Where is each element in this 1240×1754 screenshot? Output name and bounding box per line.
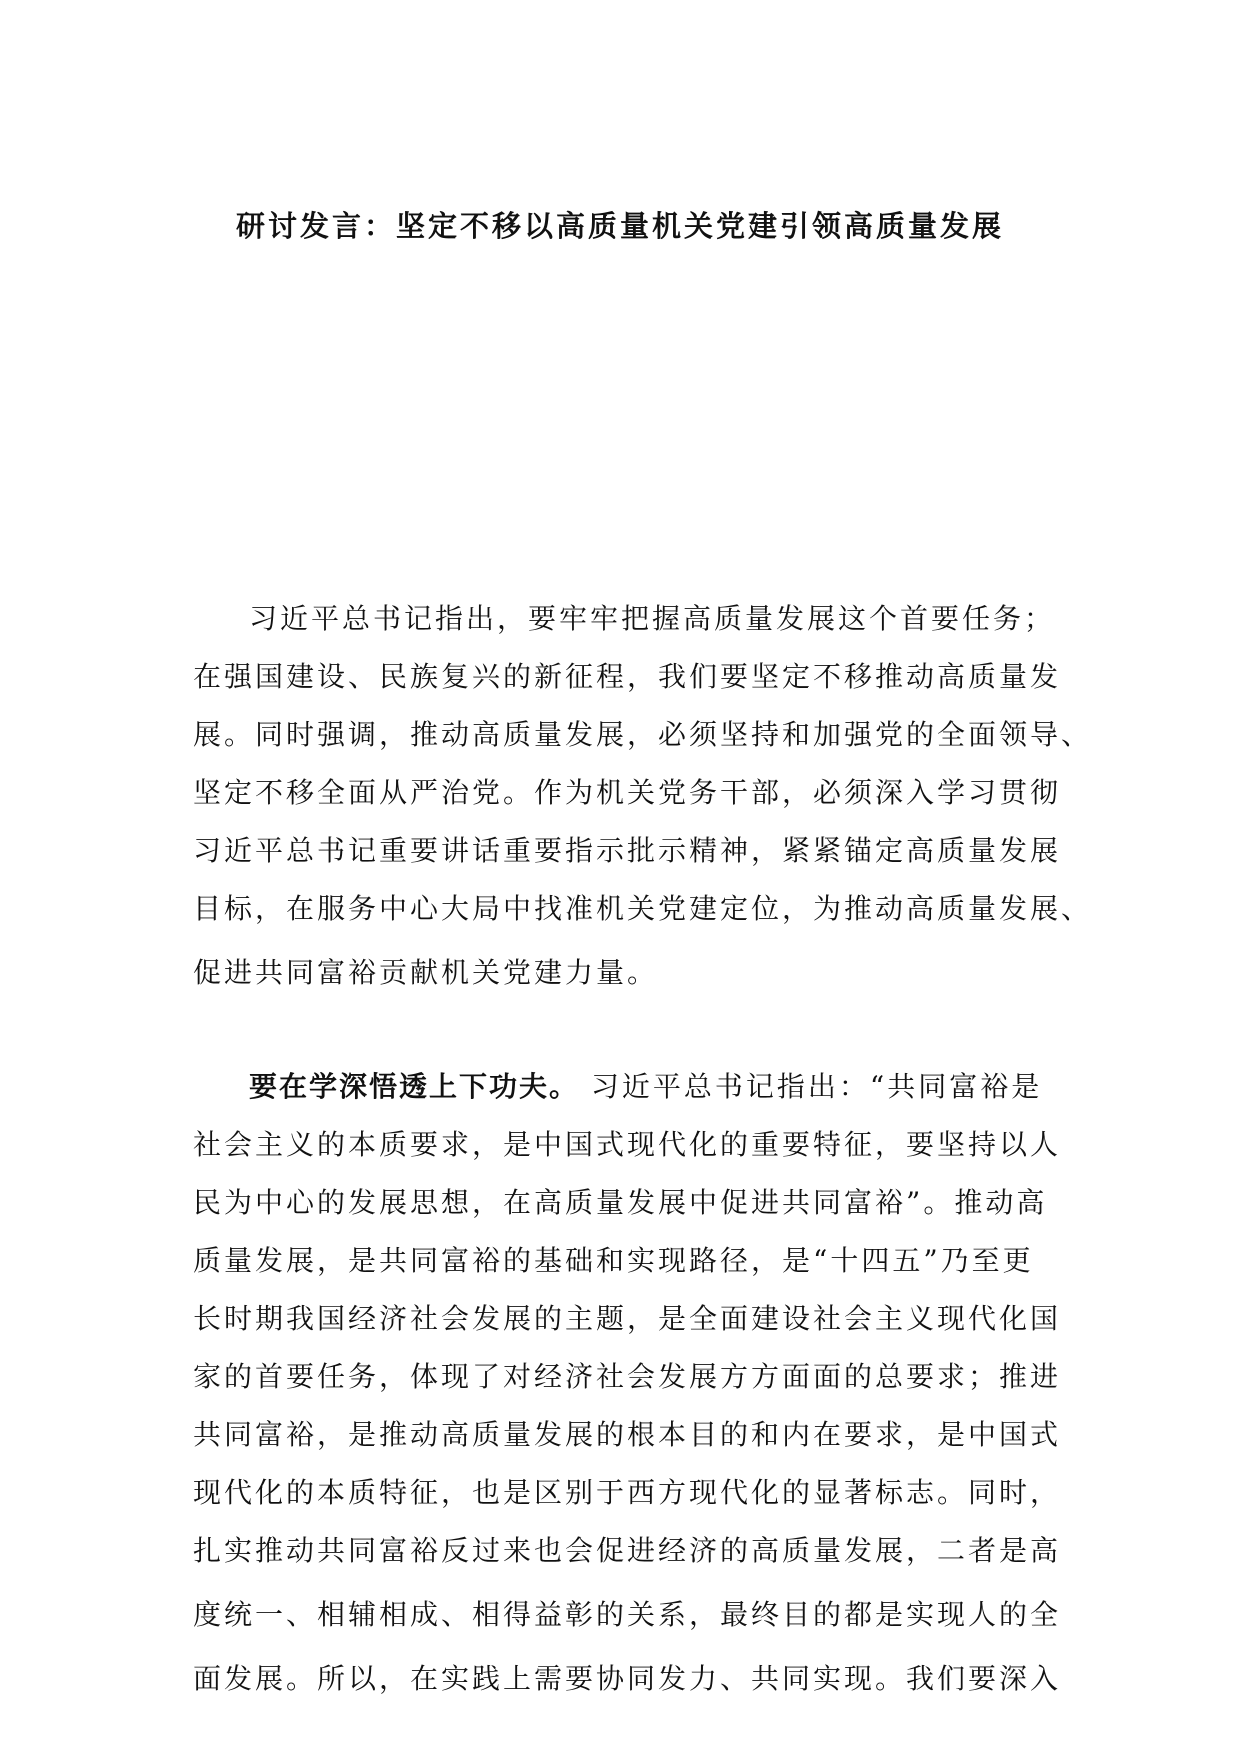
paragraph-lead-heading: 要在学深悟透上下功夫。 xyxy=(249,1070,580,1103)
paragraph-line: 度统一、相辅相成、相得益彰的关系，最终目的都是实现人的全 xyxy=(193,1598,1062,1631)
paragraph-line: 现代化的本质特征，也是区别于西方现代化的显著标志。同时， xyxy=(193,1476,1062,1509)
paragraph-study xyxy=(193,1058,1063,1708)
paragraph-line: 质量发展，是共同富裕的基础和实现路径，是“十四五”乃至更 xyxy=(193,1244,1034,1277)
document-title: 研讨发言：坚定不移以高质量机关党建引领高质量发展 xyxy=(235,209,1004,243)
paragraph-line: 习近平总书记指出，要牢牢把握高质量发展这个首要任务； xyxy=(249,602,1056,635)
paragraph-line: 扎实推动共同富裕反过来也会促进经济的高质量发展，二者是高 xyxy=(193,1534,1062,1567)
paragraph-line: 面发展。所以，在实践上需要协同发力、共同实现。我们要深入 xyxy=(193,1662,1062,1695)
paragraph-line: 展。同时强调，推动高质量发展，必须坚持和加强党的全面领导、 xyxy=(193,718,1093,751)
paragraph-intro xyxy=(193,590,1093,1008)
paragraph-line: 家的首要任务，体现了对经济社会发展方方面面的总要求；推进 xyxy=(193,1360,1062,1393)
paragraph-line: 目标，在服务中心大局中找准机关党建定位，为推动高质量发展、 xyxy=(193,892,1093,925)
paragraph-first-line-text: 习近平总书记指出：“共同富裕是 xyxy=(590,1070,1043,1103)
paragraph-line: 共同富裕，是推动高质量发展的根本目的和内在要求，是中国式 xyxy=(193,1418,1062,1451)
paragraph-first-line xyxy=(193,1058,1063,1116)
paragraph-line: 在强国建设、民族复兴的新征程，我们要坚定不移推动高质量发 xyxy=(193,660,1062,693)
paragraph-line: 民为中心的发展思想，在高质量发展中促进共同富裕”。推动高 xyxy=(193,1186,1048,1219)
paragraph-line: 坚定不移全面从严治党。作为机关党务干部，必须深入学习贯彻 xyxy=(193,776,1062,809)
paragraph-line: 习近平总书记重要讲话重要指示批示精神，紧紧锚定高质量发展 xyxy=(193,834,1062,867)
paragraph-line: 长时期我国经济社会发展的主题，是全面建设社会主义现代化国 xyxy=(193,1302,1062,1335)
paragraph-line: 社会主义的本质要求，是中国式现代化的重要特征，要坚持以人 xyxy=(193,1128,1062,1161)
paragraph-line: 促进共同富裕贡献机关党建力量。 xyxy=(193,956,659,989)
